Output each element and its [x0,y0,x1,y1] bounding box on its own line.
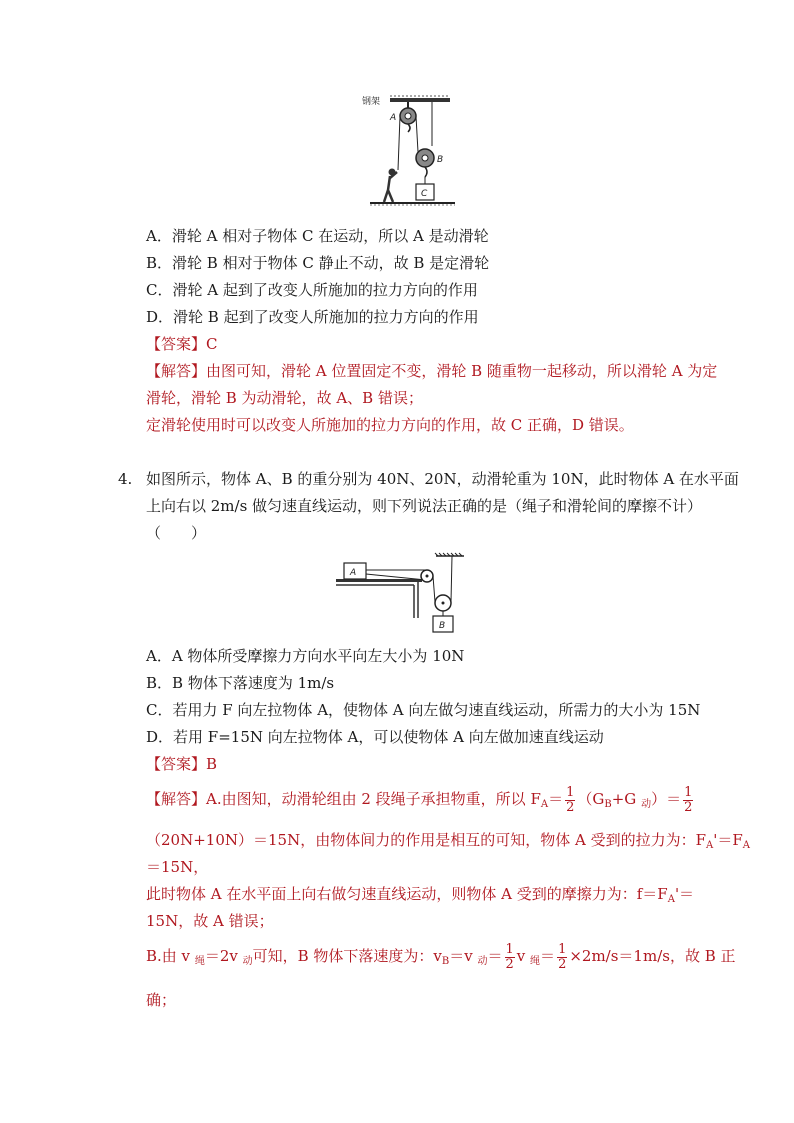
solution-text: ＝2v [204,947,243,965]
pulley-b-label: B [437,155,444,165]
frame-label: 钢架 [362,97,381,107]
q4-solution-line-4 [146,884,694,910]
pulley-figure-1 [360,92,460,214]
fraction-one-half [505,943,515,972]
q4-solution-line-5: 15N，故 A 错误； [146,912,274,930]
q4-solution-line-6 [146,941,736,977]
pulley-figure-2 [334,552,474,638]
solution-text: ×2m/s＝1m/s，故 B 正 [569,947,736,965]
denominator: 2 [558,956,567,972]
numerator: 1 [566,784,575,800]
subscript-b: B [441,956,450,967]
box-c-label: C [421,189,428,199]
q4-option-b: B．B 物体下落速度为 1m/s [146,674,335,692]
solution-text: '＝ [674,885,695,903]
pulley-a-label: A [390,113,397,123]
q4-option-d: D．若用 F=15N 向左拉物体 A，可以使物体 A 向左做加速直线运动 [146,728,604,746]
q4-solution-line-1 [146,784,695,820]
solution-text: ＝v [449,947,478,965]
fraction-one-half [683,786,693,815]
q3-explanation-line-2: 滑轮，滑轮 B 为动滑轮，故 A、B 错误； [146,389,423,407]
solution-text: （G [577,790,605,808]
q3-option-d: D．滑轮 B 起到了改变人所施加的拉力方向的作用 [146,308,479,326]
block-b-label: B [439,621,446,631]
fraction-one-half [565,786,575,815]
q3-option-a: A．滑轮 A 相对子物体 C 在运动，所以 A 是动滑轮 [146,227,489,245]
denominator: 2 [684,799,693,815]
q3-option-c: C．滑轮 A 起到了改变人所施加的拉力方向的作用 [146,281,478,299]
solution-text: 【解答】A.由图知，动滑轮组由 2 段绳子承担物重，所以 F [146,790,541,808]
subscript-a: A [540,799,549,810]
subscript-b: B [604,799,612,810]
q3-answer: 【答案】C [146,335,218,353]
solution-text: ＝ [548,790,564,808]
q4-answer: 【答案】B [146,755,218,773]
solution-text: +G [611,790,642,808]
q3-option-b: B．滑轮 B 相对于物体 C 静止不动，故 B 是定滑轮 [146,254,490,272]
q4-option-a: A．A 物体所受摩擦力方向水平向左大小为 10N [146,647,465,665]
subscript-a: A [742,840,750,851]
solution-text: B.由 v [146,947,195,965]
subscript-a: A [667,894,675,905]
solution-text: '＝F [713,831,743,849]
numerator: 1 [505,941,514,957]
numerator: 1 [558,941,567,957]
solution-text: v [516,947,531,965]
solution-text: （20N+10N）＝15N，由物体间力的作用是相互的可知，物体 A 受到的拉力为：F [146,831,706,849]
subscript-sheng: 绳 [530,956,541,967]
q4-number: 4. [118,470,133,488]
subscript-sheng: 绳 [194,956,205,967]
q4-option-c: C．若用力 F 向左拉物体 A，使物体 A 向左做匀速直线运动，所需力的大小为 15N [146,701,701,719]
subscript-dong: 动 [477,956,488,967]
solution-text: 可知，B 物体下落速度为：v [252,947,442,965]
solution-text: ＝ [540,947,556,965]
q3-explanation-line-1: 【解答】由图可知，滑轮 A 位置固定不变，滑轮 B 随重物一起移动，所以滑轮 A 为定 [146,362,718,380]
q4-solution-line-2 [146,830,750,856]
q4-solution-line-3: ＝15N， [146,858,209,876]
subscript-a: A [705,840,714,851]
solution-text: 此时物体 A 在水平面上向右做匀速直线运动，则物体 A 受到的摩擦力为：f＝F [146,885,668,903]
block-a-label: A [350,568,357,578]
numerator: 1 [684,784,693,800]
subscript-dong: 动 [641,799,652,810]
q4-stem-line-1: 如图所示，物体 A、B 的重分别为 40N、20N，动滑轮重为 10N，此时物体 A 在水平面 [146,470,739,488]
q4-stem-line-3: （ ） [146,524,207,542]
denominator: 2 [505,956,514,972]
fraction-one-half [557,943,567,972]
subscript-dong: 动 [242,956,253,967]
denominator: 2 [566,799,575,815]
solution-text: ＝ [487,947,503,965]
q3-explanation-line-3: 定滑轮使用时可以改变人所施加的拉力方向的作用，故 C 正确，D 错误。 [146,416,634,434]
solution-text: ）＝ [651,790,682,808]
q4-stem-line-2: 上向右以 2m/s 做匀速直线运动，则下列说法正确的是（绳子和滑轮间的摩擦不计） [146,497,703,515]
q4-solution-line-7: 确； [146,991,177,1009]
